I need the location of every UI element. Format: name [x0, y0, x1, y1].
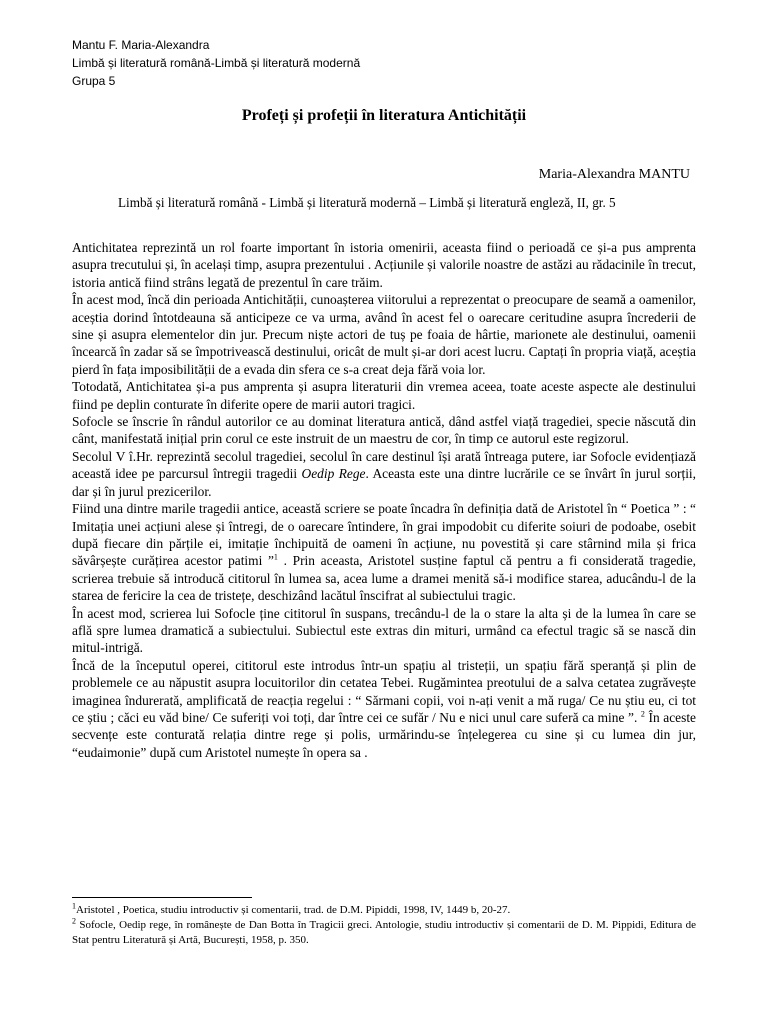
- paragraph-text: Secolul V î.Hr. reprezintă secolul tragediei, secolul în care destinul își arată întreaga putere, iar Sofocle evidențiază această idee pe parcursul întregii tragedii: [72, 448, 696, 482]
- body-text: [72, 239, 696, 761]
- footnote: [72, 918, 696, 948]
- footnote-text: Sofocle, Oedip rege, în românește de Dan Botta în Tragicii greci. Antologie, studiu introductiv și comentarii de D. M. Pippidi, Editura de Stat pentru Literatură și Artă, București, 1958, p. 350.: [72, 919, 696, 946]
- byline-author: Maria-Alexandra MANTU: [538, 167, 690, 182]
- header-author: Mantu F. Maria-Alexandra: [72, 38, 210, 52]
- paragraph: [72, 500, 696, 604]
- paragraph: În acest mod, scrierea lui Sofocle ține cititorul în suspans, trecându-l de la o stare la alta și de la lumea în care se află spre lumea dramatică a subiectului. Subiectul este extras din mituri, urmând ca efectul tragic să se nască din mitul-intrigă.: [72, 605, 696, 656]
- paragraph-text: . Prin aceasta, Aristotel susține faptul că pentru a fi considerată tragedie, scrierea trebuie să introducă cititorul în lumea sa, acea lume a dramei menită să-i modifice starea, aducându-l de la starea de fericire la cea de tristețe, deschizând lacătul înscifrat al subiectului tragic.: [72, 553, 696, 604]
- paragraph-text: . Aceasta este una dintre lucrările ce se învârt în jurul sorții, dar și în jurul prezicerilor.: [72, 466, 696, 499]
- footnote-ref: 1: [273, 552, 278, 562]
- document-title: Profeți și profeții în literatura Antichității: [241, 107, 527, 124]
- paragraph: Sofocle se înscrie în rândul autorilor ce au dominat literatura antică, dând astfel viață tragediei, specie născută din cânt, manifestată inițial prin corul ce este instruit de un maestru de cor, în timp ce autorul este regizorul.: [72, 414, 696, 447]
- header-program: Limbă și literatură română-Limbă și literatură modernă: [72, 56, 361, 70]
- footnote-number: 2: [72, 916, 76, 926]
- byline-affiliation: Limbă și literatură română - Limbă și literatură modernă – Limbă și literatură engleză, II, gr. 5: [118, 195, 616, 210]
- paragraph: În acest mod, încă din perioada Antichității, cunoașterea viitorului a reprezentat o preocupare de seamă a oamenilor, aceștia dorind întotdeauna să anticipeze ce va urma, având în acest fel o oarecare ceritudine asupra încrederii de sine și asupra elementelor din jur. Precum niște actori de tuș pe foaia de hârtie, marionete ale destinului, oamenii încearcă în zadar să se împotrivească destinului, oricât de mult și-ar dori acest lucru. Captați în propria viață, aceștia pierd în fața imposibilității de a evada din sfera ce s-a creat deja fără voia lor.: [72, 292, 696, 377]
- header-group: Grupa 5: [72, 74, 116, 88]
- paragraph: Totodată, Antichitatea și-a pus amprenta și asupra literaturii din vremea aceea, toate aceste aspecte ale destinului fiind pe deplin conturate în diferite opere de marii autori tragici.: [72, 379, 696, 412]
- footnote-number: 1: [72, 901, 76, 911]
- play-title: Oedip Rege: [301, 466, 366, 482]
- footnote-divider: [72, 897, 252, 898]
- paragraph-text: Încă de la începutul operei, cititorul este introdus într-un spațiu al tristeții, un spațiu fără speranță și plin de problemele ce au năpustit asupra locuitorilor din cetatea Tebei. Rugămintea preotului de a salva cetatea zugrăvește imaginea îndurerată, amplificată de reacția regelui : “ Sărmani copii, voi n-ați venit a mă ruga/ Ce nu știu eu, ci tot ce știu ; căci eu văd bine/ Ce suferiți voi toți, dar între cei ce sufăr / Nu e nici unul care suferă ca mine ”.: [72, 657, 696, 725]
- paragraph: Antichitatea reprezintă un rol foarte important în istoria omenirii, aceasta fiind o perioadă ce și-a pus amprenta asupra trecutului și, în același timp, asupra prezentului . Acțiunile și valorile noastre de astăzi au rădacinile în trecut, istoria antică fiind strâns legată de prezentul în care trăim.: [72, 240, 696, 290]
- footnote-text: Aristotel , Poetica, studiu introductiv și comentarii, trad. de D.M. Pipiddi, 1998, IV, 1449 b, 20-27.: [76, 904, 511, 916]
- paragraph: [72, 657, 696, 761]
- footnotes: [72, 903, 696, 948]
- footnote: [72, 903, 696, 918]
- paragraph: [72, 448, 696, 500]
- paragraph-text: Fiind una dintre marile tragedii antice, această scriere se poate încadra în definiția dată de Aristotel în “ Poetica ” : “ Imitația unei acțiuni alese și întregi, de o oarecare întindere, în grai impodobit cu diferite soiuri de podoabe, osebit după fiecare din părțile ei, imitație închipuită de oameni în acțiune, nu povestită și care stârnind mila și frica săvârșește curățirea acestor patimi ”: [72, 501, 696, 569]
- paragraph-text: În aceste secvențe este conturată relația dintre rege și polis, urmărindu-se înțelegerea cu sine și cu lumea din jur, “eudaimonie” după cum Aristotel numește în opera sa .: [72, 709, 696, 760]
- footnote-ref: 2: [640, 709, 645, 719]
